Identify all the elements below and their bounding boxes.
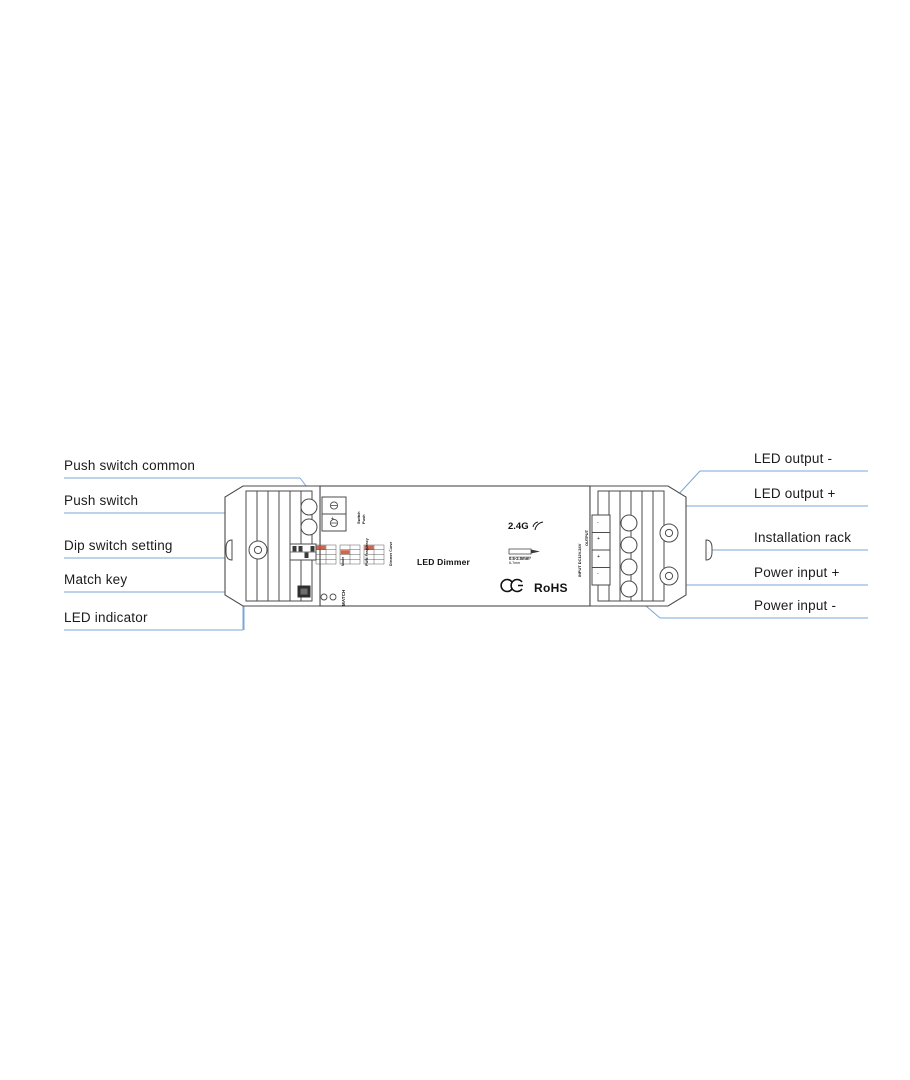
output-terminal-block[interactable] [592,515,610,585]
switch-terminal-label-line1: Switch [356,511,361,524]
match-key-label: MATCH [341,589,346,606]
terminal-sign-1: - [597,520,599,526]
callout-installation-rack: Installation rack [754,530,852,545]
terminal-sign-3: + [597,554,600,560]
push-terminal-plus-sign: + [331,516,334,522]
push-switch-terminal-block[interactable] [322,497,346,531]
callout-push-switch: Push switch [64,493,139,508]
output-port-label: OUTPUT [584,530,589,546]
callout-dip-switch-setting: Dip switch setting [64,538,173,553]
dip-table-title-2: PWM Frequency [365,538,369,566]
dip-switch-block[interactable] [290,544,316,560]
wire-strip-gauge-label: 0.5-2.0mm² [509,556,531,561]
wire-strip-length-label: 6-7mm [509,561,521,565]
callout-push-switch-common: Push switch common [64,458,196,473]
terminal-sign-2: + [597,536,600,542]
match-key-button[interactable] [298,586,310,597]
callout-power-input-minus: Power input - [754,598,837,613]
callout-led-output-plus: LED output + [754,486,836,501]
callout-led-indicator: LED indicator [64,610,148,625]
switch-terminal-label-line2: Push [361,514,366,524]
device-model-label: LED Dimmer [417,557,471,567]
left-mounting-hole [249,541,267,559]
rf-band-label: 2.4G [508,521,529,532]
callout-match-key: Match key [64,572,128,587]
dip-table-title-1: Dimmer Curve [389,541,393,566]
terminal-sign-4: - [597,571,599,577]
dip-table-title-3: Mode [341,556,345,566]
input-port-label: INPUT DC12V-24V [577,543,582,577]
callout-led-output-minus: LED output - [754,451,833,466]
callout-power-input-plus: Power input + [754,565,840,580]
rohs-mark-label: RoHS [534,581,568,595]
dip-switch-print-tables [316,545,384,564]
